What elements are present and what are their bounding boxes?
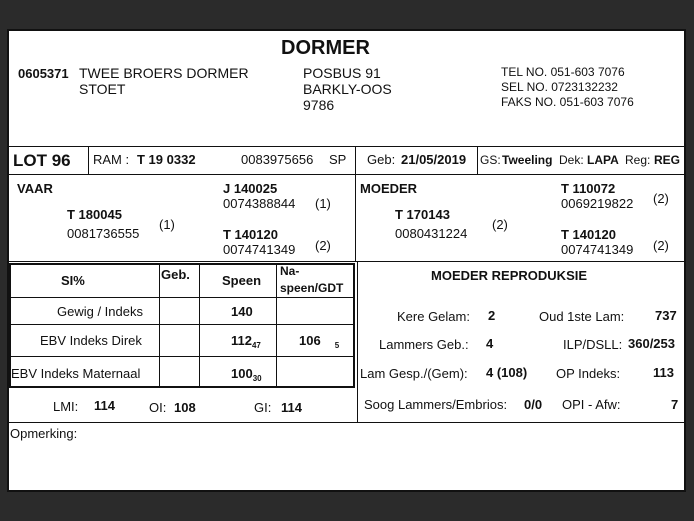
divider	[9, 422, 684, 423]
dam-dam-rank: (2)	[653, 238, 669, 253]
si-row-speen-accuracy: 47	[251, 341, 261, 350]
ilp-label: ILP/DSLL:	[563, 337, 623, 352]
soog-value: 0/0	[524, 397, 543, 412]
sire-dam-id: 0074741349	[223, 242, 296, 257]
dek-label: Dek:	[559, 153, 584, 167]
si-row-naspeen-value: 106	[299, 333, 321, 348]
naspeen-header-line2: speen/GDT	[280, 281, 344, 295]
divider	[355, 174, 356, 261]
tel-number: TEL NO. 051-603 7076	[501, 65, 625, 79]
si-row-speen	[231, 366, 262, 383]
birth-date-value: 21/05/2019	[401, 152, 467, 167]
dam-sire-rank: (2)	[653, 191, 669, 206]
naspeen-header-line1: Na-	[280, 264, 300, 278]
si-row-naspeen-accuracy: 5	[334, 341, 340, 350]
dam-rank: (2)	[492, 217, 508, 232]
faks-number: FAKS NO. 051-603 7076	[501, 95, 634, 109]
divider	[276, 263, 277, 388]
divider	[355, 146, 356, 174]
si-row-speen	[231, 333, 261, 350]
oud-lam-label: Oud 1ste Lam:	[539, 309, 625, 324]
op-indeks-label: OP Indeks:	[556, 366, 621, 381]
address-line2: BARKLY-OOS	[303, 81, 392, 97]
sire-dam-tag: T 140120	[223, 227, 278, 242]
dam-id: 0080431224	[395, 226, 468, 241]
si-row-speen-accuracy: 30	[252, 374, 262, 383]
opi-afw-value: 7	[671, 397, 679, 412]
si-row-label: EBV Indeks Direk	[40, 333, 142, 348]
address-line3: 9786	[303, 97, 335, 113]
lam-gesp-value: 4 (108)	[486, 365, 528, 380]
dek-value: LAPA	[587, 153, 619, 167]
ram-label: RAM :	[93, 152, 130, 167]
dam-sire-tag: T 110072	[561, 181, 616, 196]
ram-value: T 19 0332	[137, 152, 196, 167]
kere-gelam-label: Kere Gelam:	[397, 309, 470, 324]
oud-lam-value: 737	[655, 308, 677, 323]
gi-label: GI:	[254, 400, 272, 415]
divider	[88, 146, 89, 174]
sire-id: 0081736555	[67, 226, 140, 241]
divider	[9, 297, 355, 298]
gs-label: GS:	[480, 153, 501, 167]
lot-number: LOT 96	[13, 151, 71, 170]
lot-card	[7, 29, 686, 492]
breeder-name-line1: TWEE BROERS DORMER	[79, 65, 249, 81]
sire-tag: T 180045	[67, 207, 122, 222]
gs-value: Tweeling	[502, 153, 553, 167]
ilp-value: 360/253	[628, 336, 675, 351]
kere-gelam-value: 2	[488, 308, 496, 323]
si-row-naspeen	[299, 333, 339, 350]
si-row-speen: 140	[231, 304, 253, 319]
reg-label: Reg:	[625, 153, 651, 167]
sire-sire-id: 0074388844	[223, 196, 296, 211]
sire-rank: (1)	[159, 217, 175, 232]
lmi-value: 114	[94, 398, 115, 413]
si-row-speen-value: 112	[231, 333, 252, 348]
divider	[9, 174, 684, 175]
divider	[199, 263, 200, 388]
divider	[9, 261, 684, 262]
birth-date-label: Geb:	[367, 152, 396, 167]
speen-header: Speen	[222, 273, 262, 288]
soog-label: Soog Lammers/Embrios:	[364, 397, 508, 412]
divider	[357, 261, 358, 422]
dam-dam-id: 0074741349	[561, 242, 634, 257]
sel-number: SEL NO. 0723132232	[501, 80, 618, 94]
si-row-label: Gewig / Indeks	[57, 304, 143, 319]
divider	[159, 263, 160, 388]
sex-code: SP	[329, 152, 347, 167]
si-row-label: EBV Indeks Maternaal	[11, 366, 141, 381]
sire-sire-tag: J 140025	[223, 181, 278, 196]
divider	[9, 324, 355, 325]
dam-label: MOEDER	[360, 181, 418, 196]
scan-edge	[0, 492, 694, 521]
lmi-label: LMI:	[53, 399, 79, 414]
breeder-code: 0605371	[18, 66, 69, 81]
sire-label: VAAR	[17, 181, 53, 196]
breed-title: DORMER	[281, 37, 370, 59]
remarks-label: Opmerking:	[10, 426, 78, 441]
opi-afw-label: OPI - Afw:	[562, 397, 621, 412]
divider	[9, 146, 684, 147]
op-indeks-value: 113	[653, 365, 674, 380]
oi-value: 108	[174, 400, 196, 415]
divider	[477, 146, 478, 174]
sire-sire-rank: (1)	[315, 196, 331, 211]
lammers-geb-value: 4	[486, 336, 494, 351]
si-header: SI%	[61, 273, 85, 288]
repro-title: MOEDER REPRODUKSIE	[431, 268, 588, 283]
gi-value: 114	[281, 400, 302, 415]
dam-dam-tag: T 140120	[561, 227, 616, 242]
oi-label: OI:	[149, 400, 167, 415]
divider	[9, 356, 355, 357]
address-line1: POSBUS 91	[303, 65, 381, 81]
breeder-name-line2: STOET	[79, 81, 126, 97]
ram-id-number: 0083975656	[241, 152, 314, 167]
geb-header: Geb.	[161, 267, 190, 282]
lammers-geb-label: Lammers Geb.:	[379, 337, 469, 352]
reg-value: REG	[654, 153, 681, 167]
lam-gesp-label: Lam Gesp./(Gem):	[360, 366, 468, 381]
dam-tag: T 170143	[395, 207, 450, 222]
sire-dam-rank: (2)	[315, 238, 331, 253]
dam-sire-id: 0069219822	[561, 196, 634, 211]
si-row-speen-value: 100	[231, 366, 253, 381]
